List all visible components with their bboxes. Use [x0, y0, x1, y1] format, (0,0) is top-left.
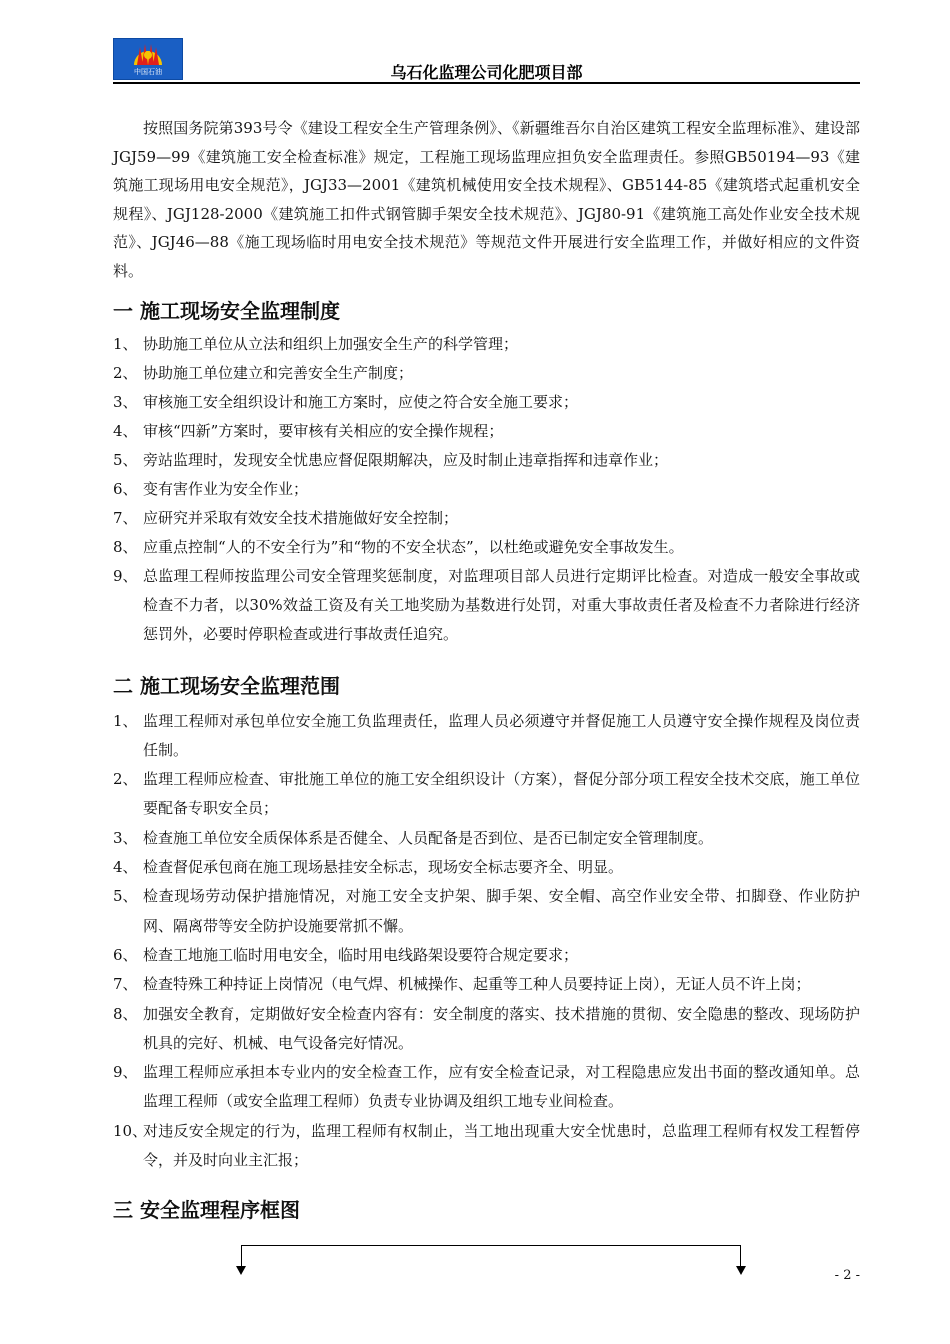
item-number: 5、 — [113, 887, 138, 906]
list-item — [113, 707, 860, 766]
item-text: 应重点控制“人的不安全行为”和“物的不安全状态”，以杜绝或避免安全事故发生。 — [143, 537, 684, 556]
item-number: 10、 — [113, 1121, 148, 1140]
item-number: 2、 — [113, 770, 138, 789]
list-item — [113, 533, 860, 562]
item-text: 对违反安全规定的行为，监理工程师有权制止，当工地出现重大安全忧患时，总监理工程师有权发工程暂停令，并及时向业主汇报； — [143, 1121, 860, 1170]
header-divider — [113, 82, 860, 84]
document-body — [113, 114, 860, 1225]
item-number: 9、 — [113, 1063, 138, 1082]
item-number: 4、 — [113, 858, 138, 877]
arrow-down-icon — [236, 1266, 246, 1275]
list-item — [113, 388, 860, 417]
list-item — [113, 330, 860, 359]
item-text: 监理工程师应检查、审批施工单位的施工安全组织设计（方案），督促分部分项工程安全技术交底，施工单位要配备专职安全员； — [143, 770, 860, 818]
item-number: 8、 — [113, 537, 138, 556]
item-number: 6、 — [113, 945, 138, 964]
list-item — [113, 1117, 860, 1176]
item-text: 监理工程师应承担本专业内的安全检查工作，应有安全检查记录，对工程隐患应发出书面的整改通知单。总监理工程师（或安全监理工程师）负责专业协调及组织工地专业间检查。 — [143, 1063, 860, 1111]
item-text: 检查施工单位安全质保体系是否健全、人员配备是否到位、是否已制定安全管理制度。 — [143, 828, 714, 847]
item-text: 应研究并采取有效安全技术措施做好安全控制； — [143, 508, 459, 527]
list-item — [113, 765, 860, 824]
list-item — [113, 941, 860, 970]
item-number: 2、 — [113, 363, 138, 382]
item-text: 检查现场劳动保护措施情况，对施工安全支护架、脚手架、安全帽、高空作业安全带、扣脚登、作业防护网、隔离带等安全防护设施要常抓不懈。 — [143, 887, 860, 935]
item-text: 审核“四新”方案时，要审核有关相应的安全操作规程； — [143, 421, 504, 440]
list-item — [113, 504, 860, 533]
list-item — [113, 359, 860, 388]
item-number: 5、 — [113, 450, 138, 469]
item-number: 3、 — [113, 828, 138, 847]
flowchart-connector — [241, 1245, 741, 1270]
item-text: 加强安全教育，定期做好安全检查内容有：安全制度的落实、技术措施的贯彻、安全隐患的整改、现场防护机具的完好、机械、电气设备完好情况。 — [143, 1004, 860, 1052]
item-number: 8、 — [113, 1004, 138, 1023]
list-item — [113, 475, 860, 504]
list-item — [113, 562, 860, 649]
item-number: 1、 — [113, 711, 138, 730]
item-text: 总监理工程师按监理公司安全管理奖惩制度，对监理项目部人员进行定期评比检查。对造成一般安全事故或检查不力者，以30%效益工资及有关工地奖励为基数进行处罚，对重大事故责任者及检查不力者除进行经济惩罚外，必要时停职检查或进行事故责任追究。 — [143, 566, 860, 643]
list-item — [113, 417, 860, 446]
list-item — [113, 853, 860, 882]
item-number: 7、 — [113, 975, 138, 994]
item-text: 协助施工单位从立法和组织上加强安全生产的科学管理； — [143, 334, 519, 353]
page-number: - 2 - — [834, 1268, 860, 1283]
logo-text: 中国石油 — [134, 68, 162, 76]
item-number: 3、 — [113, 392, 138, 411]
section-2-list — [113, 707, 860, 1176]
arrow-down-icon — [736, 1266, 746, 1275]
list-item — [113, 1058, 860, 1117]
item-text: 变有害作业为安全作业； — [143, 479, 309, 498]
list-item — [113, 882, 860, 941]
item-text: 监理工程师对承包单位安全施工负监理责任，监理人员必须遵守并督促施工人员遵守安全操作规程及岗位责任制。 — [143, 711, 860, 759]
item-text: 旁站监理时，发现安全忧患应督促限期解决，应及时制止违章指挥和违章作业； — [143, 450, 669, 469]
item-number: 1、 — [113, 334, 138, 353]
item-text: 协助施工单位建立和完善安全生产制度； — [143, 363, 414, 382]
item-text: 检查督促承包商在施工现场悬挂安全标志，现场安全标志要齐全、明显。 — [143, 858, 624, 877]
item-number: 6、 — [113, 479, 138, 498]
list-item — [113, 446, 860, 475]
section-1-title: 一 施工现场安全监理制度 — [113, 298, 340, 323]
list-item — [113, 1000, 860, 1059]
item-number: 4、 — [113, 421, 138, 440]
item-number: 7、 — [113, 508, 138, 527]
item-text: 审核施工安全组织设计和施工方案时，应使之符合安全施工要求； — [143, 392, 579, 411]
item-text: 检查工地施工临时用电安全，临时用电线路架设要符合规定要求； — [143, 945, 579, 964]
page-header — [113, 36, 860, 84]
header-title: 乌石化监理公司化肥项目部 — [390, 63, 583, 82]
section-3-title: 三 安全监理程序框图 — [113, 1198, 300, 1223]
item-number: 9、 — [113, 566, 138, 585]
list-item — [113, 824, 860, 853]
section-1-list — [113, 330, 860, 649]
section-2-title: 二 施工现场安全监理范围 — [113, 673, 340, 698]
item-text: 检查特殊工种持证上岗情况（电气焊、机械操作、起重等工种人员要持证上岗），无证人员不许上岗； — [143, 975, 811, 994]
intro-paragraph: 按照国务院第393号令《建设工程安全生产管理条例》、《新疆维吾尔自治区建筑工程安全监理标准》、建设部JGJ59—99《建筑施工安全检查标准》规定，工程施工现场监理应担负安全监理责任。参照GB50194—93《建筑施工现场用电安全规范》，JGJ33—2001《建筑机械使用安全技术规程》、GB5144-85《建筑塔式起重机安全规程》、JGJ128-2000《建筑施工扣件式钢管脚手架安全技术规范》、JGJ80-91《建筑施工高处作业安全技术规范》、JGJ46—88《施工现场临时用电安全技术规范》等规范文件开展进行安全监理工作，并做好相应的文件资料。 — [113, 119, 860, 280]
list-item — [113, 970, 860, 999]
